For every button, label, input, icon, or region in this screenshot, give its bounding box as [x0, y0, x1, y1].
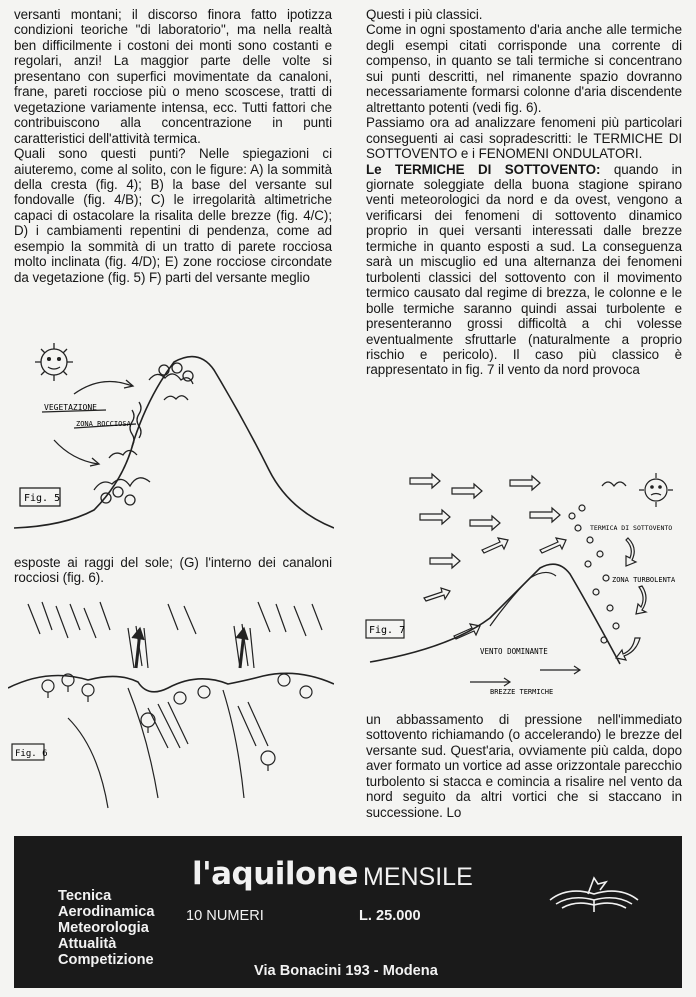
- address: Via Bonacini 193 - Modena: [254, 963, 438, 979]
- lee-thermal-label: TERMICA DI SOTTOVENTO: [590, 524, 673, 532]
- topic-item: Meteorologia: [58, 920, 149, 936]
- right-column-top: [366, 7, 682, 378]
- dominant-wind-label: VENTO DOMINANTE: [480, 647, 548, 656]
- turbulent-zone-label: ZONA TURBOLENTA: [612, 576, 676, 584]
- subscription-price: L. 25.000: [359, 908, 421, 924]
- paragraph: Quali sono questi punti? Nelle spiegazioni ci aiuteremo, come al solito, con le figure: A) la sommità della cresta (fig. 4); B) la base del versante sul fondovalle (fig. 4/B); C) le irregolarità altimetriche capaci di ostacolare la risalita delle brezze (fig. 4/C); D) i cambiamenti repentini di pendenza, come ad esempio la sommità di un tratto di parete rocciosa molto inclinata (fig. 4/D); E) zone rocciose circondate da vegetazione (fig. 5) F) parti del versante meglio: [14, 146, 332, 285]
- left-column-bottom: [14, 555, 332, 586]
- rock-zone-label: ZONA ROCCIOSA: [76, 420, 131, 428]
- thermal-breezes-label: BREZZE TERMICHE: [490, 688, 554, 696]
- brand-logo: l'aquilone: [192, 856, 358, 892]
- paragraph: versanti montani; il discorso finora fatto ipotizza condizioni teoriche "di laboratorio", ma nella realtà ben difficilmente i costoni dei monti sono costanti e regolari, anzi! La maggior parte delle volte si presentano con superfici movimentate da canaloni, frane, pareti rocciose più o meno scoscese, tratti di vegetazione variamente intensa, ecc. Tutti fattori che contribuiscono alla concentrazione in punti caratteristici dell'attività termica.: [14, 7, 332, 146]
- brand-frequency: MENSILE: [363, 863, 473, 891]
- figure-6: [8, 598, 334, 824]
- paragraph: Questi i più classici.: [366, 7, 483, 22]
- topic-item: Aerodinamica: [58, 904, 155, 920]
- figure-6-label: Fig. 6: [15, 749, 48, 759]
- right-column-bottom: [366, 712, 682, 820]
- paragraph-body: quando in giornate soleggiate della buona stagione spirano venti meteorologici da nord e da ovest, vengono a verificarsi dei fenomeni di sottovento dinamico proprio in quei versanti interessati dalle brezze termiche in quanto esposti a sud. La conseguenza sarà un miscuglio ed una alternanza dei fenomeni turbolenti classici del sottovento con il movimento termico causato dal regime di brezza, le colonne e le bolle termiche saranno quindi assai turbolente e presenteranno grossi difficoltà a chi volesse eventualmente sfruttarle (naturalmente a proprio rischio e pericolo). Il caso più classico è rappresentato in fig. 7 il vento da nord provoca: [366, 161, 682, 378]
- sun-icon: [645, 479, 667, 501]
- left-column-top: [14, 7, 332, 285]
- figure-5: [14, 340, 334, 542]
- section-heading: Le TERMICHE DI SOTTOVENTO:: [366, 161, 601, 177]
- figure-6-drawing: [8, 598, 334, 824]
- figure-7-drawing: [360, 458, 686, 704]
- paragraph: Passiamo ora ad analizzare fenomeni più particolari conseguenti ai casi sopradescritti: le TERMICHE DI SOTTOVENTO e i FENOMENI ONDULATORI.: [366, 115, 682, 162]
- eagle-logo-icon: [548, 874, 640, 921]
- figure-7-label: Fig. 7: [369, 625, 406, 636]
- issues-count: 10 NUMERI: [186, 908, 264, 924]
- figure-5-drawing: [14, 340, 334, 542]
- figure-5-label: Fig. 5: [24, 493, 61, 504]
- topic-item: Tecnica: [58, 888, 112, 904]
- topic-item: Attualità: [58, 936, 117, 952]
- paragraph: [366, 162, 682, 378]
- advert-banner: [14, 836, 682, 988]
- vegetation-label: VEGETAZIONE: [44, 403, 97, 412]
- paragraph: un abbassamento di pressione nell'immediato sottovento richiamando (o accelerando) le brezze del versante sud. Quest'aria, ovviamente più calda, dopo aver formato un vortice ad asse orizzontale parecchio turbolento si stacca e comincia a risalire nel vento da nord seguito da altri vortici che si staccano in successione. Lo: [366, 712, 682, 820]
- figure-7: [360, 458, 686, 704]
- topics-list: [58, 888, 155, 968]
- paragraph: esposte ai raggi del sole; (G) l'interno dei canaloni rocciosi (fig. 6).: [14, 555, 332, 586]
- paragraph: Come in ogni spostamento d'aria anche alle termiche degli esempi citati corrisponde una corrente di compenso, in quanto se tali termiche si concentrano sui punti descritti, nel rimanente spazio dovranno necessariamente formarsi colonne d'aria discendente altrettanto potenti (vedi fig. 6).: [366, 22, 682, 115]
- topic-item: Competizione: [58, 952, 154, 968]
